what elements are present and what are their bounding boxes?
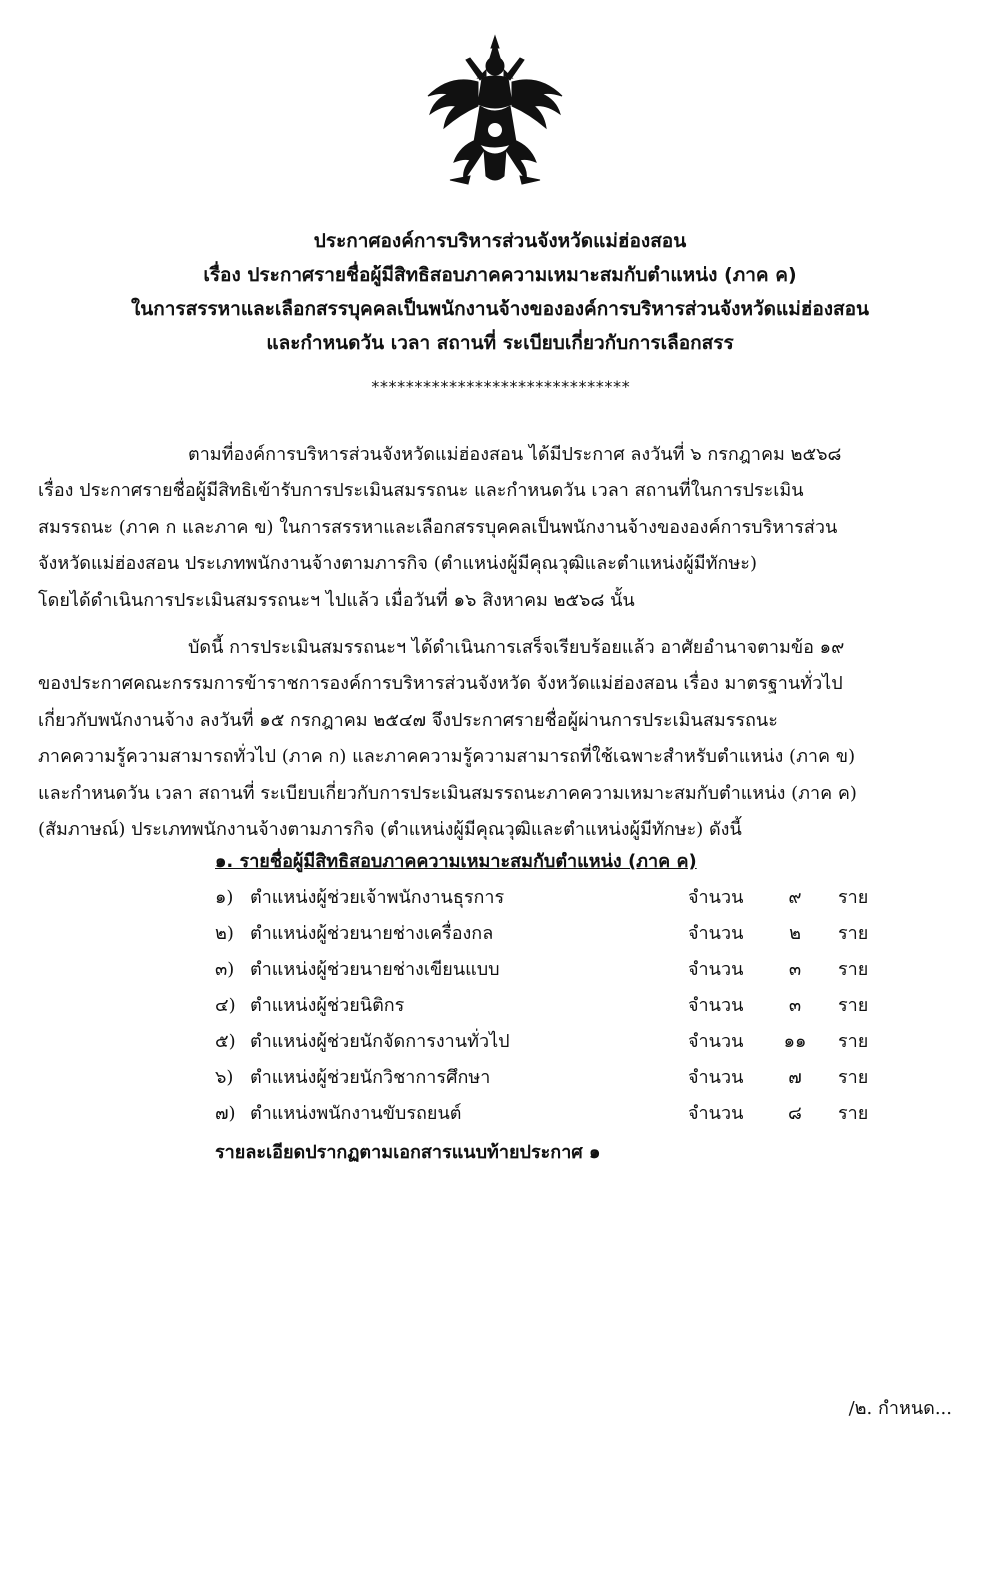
announcement-subject-cont-1: ในการสรรหาและเลือกสรรบุคคลเป็นพนักงานจ้างขององค์การบริหารส่วนจังหวัดแม่ฮ่องสอน bbox=[130, 298, 870, 320]
position-number: ๗) bbox=[215, 1103, 236, 1124]
announcement-subject: เรื่อง ประกาศรายชื่อผู้มีสิทธิสอบภาคความเหมาะสมกับตำแหน่ง (ภาค ค) bbox=[203, 264, 797, 286]
count-label: จำนวน bbox=[688, 959, 744, 980]
list-item bbox=[0, 880, 1000, 916]
count-label: จำนวน bbox=[688, 887, 744, 908]
list-item bbox=[0, 1096, 1000, 1132]
paragraph-2 bbox=[38, 630, 958, 848]
page-continuation: /๒. กำหนด... bbox=[848, 1398, 952, 1419]
position-number: ๖) bbox=[215, 1067, 234, 1088]
position-count: ๓ bbox=[788, 995, 802, 1016]
paragraph-2-line: และกำหนดวัน เวลา สถานที่ ระเบียบเกี่ยวกับการประเมินสมรรถนะภาคความเหมาะสมกับตำแหน่ง (ภาค ค) bbox=[38, 782, 857, 804]
count-label: จำนวน bbox=[688, 1103, 744, 1124]
position-number: ๔) bbox=[215, 995, 236, 1016]
count-unit: ราย bbox=[838, 1103, 869, 1124]
list-item bbox=[0, 916, 1000, 952]
announcement-subject-cont-2: และกำหนดวัน เวลา สถานที่ ระเบียบเกี่ยวกับการเลือกสรร bbox=[266, 332, 734, 354]
paragraph-2-line: ของประกาศคณะกรรมการข้าราชการองค์การบริหารส่วนจังหวัด จังหวัดแม่ฮ่องสอน เรื่อง มาตรฐานทั่วไป bbox=[38, 673, 843, 695]
count-unit: ราย bbox=[838, 923, 869, 944]
count-label: จำนวน bbox=[688, 995, 744, 1016]
position-name: ตำแหน่งพนักงานขับรถยนต์ bbox=[250, 1103, 462, 1124]
announcement-header bbox=[40, 224, 960, 360]
position-name: ตำแหน่งผู้ช่วยนายช่างเครื่องกล bbox=[250, 923, 494, 944]
paragraph-1-line: เรื่อง ประกาศรายชื่อผู้มีสิทธิเข้ารับการประเมินสมรรถนะ และกำหนดวัน เวลา สถานที่ในการประเมิน bbox=[38, 480, 804, 502]
position-count: ๙ bbox=[788, 887, 802, 908]
position-count: ๑๑ bbox=[783, 1031, 807, 1052]
garuda-emblem-icon bbox=[420, 34, 570, 194]
list-item bbox=[0, 1060, 1000, 1096]
position-number: ๓) bbox=[215, 959, 235, 980]
paragraph-2-line: บัดนี้ การประเมินสมรรถนะฯ ได้ดำเนินการเสร็จเรียบร้อยแล้ว อาศัยอำนาจตามข้อ ๑๙ bbox=[188, 637, 845, 658]
position-number: ๑) bbox=[215, 887, 234, 908]
count-unit: ราย bbox=[838, 1031, 869, 1052]
count-unit: ราย bbox=[838, 959, 869, 980]
paragraph-2-line: เกี่ยวกับพนักงานจ้าง ลงวันที่ ๑๕ กรกฎาคม ๒๕๔๗ จึงประกาศรายชื่อผู้ผ่านการประเมินสมรรถนะ bbox=[38, 709, 778, 731]
count-label: จำนวน bbox=[688, 1031, 744, 1052]
position-number: ๒) bbox=[215, 923, 234, 944]
positions-list bbox=[0, 880, 1000, 1132]
position-name: ตำแหน่งผู้ช่วยนายช่างเขียนแบบ bbox=[250, 959, 500, 980]
position-count: ๘ bbox=[788, 1103, 802, 1124]
position-count: ๗ bbox=[788, 1067, 802, 1088]
count-label: จำนวน bbox=[688, 923, 744, 944]
position-number: ๕) bbox=[215, 1031, 236, 1052]
list-item bbox=[0, 1024, 1000, 1060]
header-divider: ****************************** bbox=[370, 377, 630, 396]
paragraph-1-line: สมรรถนะ (ภาค ก และภาค ข) ในการสรรหาและเลือกสรรบุคคลเป็นพนักงานจ้างขององค์การบริหารส่วน bbox=[38, 516, 838, 538]
paragraph-1-line: จังหวัดแม่ฮ่องสอน ประเภทพนักงานจ้างตามภารกิจ (ตำแหน่งผู้มีคุณวุฒิและตำแหน่งผู้มีทักษะ) bbox=[38, 553, 757, 575]
paragraph-1 bbox=[38, 437, 958, 619]
position-count: ๒ bbox=[789, 923, 801, 944]
list-item bbox=[0, 988, 1000, 1024]
list-item bbox=[0, 952, 1000, 988]
position-count: ๓ bbox=[788, 959, 802, 980]
paragraph-1-line: ตามที่องค์การบริหารส่วนจังหวัดแม่ฮ่องสอน ได้มีประกาศ ลงวันที่ ๖ กรกฎาคม ๒๕๖๘ bbox=[188, 444, 842, 465]
paragraph-2-line: (สัมภาษณ์) ประเภทพนักงานจ้างตามภารกิจ (ตำแหน่งผู้มีคุณวุฒิและตำแหน่งผู้มีทักษะ) ดังนี้ bbox=[38, 819, 742, 841]
section-1-title: ๑. รายชื่อผู้มีสิทธิสอบภาคความเหมาะสมกับตำแหน่ง (ภาค ค) bbox=[215, 851, 697, 872]
count-unit: ราย bbox=[838, 995, 869, 1016]
count-unit: ราย bbox=[838, 887, 869, 908]
paragraph-2-line: ภาคความรู้ความสามารถทั่วไป (ภาค ก) และภาคความรู้ความสามารถที่ใช้เฉพาะสำหรับตำแหน่ง (ภาค ข) bbox=[38, 746, 856, 768]
paragraph-1-line: โดยได้ดำเนินการประเมินสมรรถนะฯ ไปแล้ว เมื่อวันที่ ๑๖ สิงหาคม ๒๕๖๘ นั้น bbox=[38, 589, 635, 611]
position-name: ตำแหน่งผู้ช่วยนักวิชาการศึกษา bbox=[250, 1067, 491, 1088]
attachment-note: รายละเอียดปรากฏตามเอกสารแนบท้ายประกาศ ๑ bbox=[215, 1142, 601, 1163]
position-name: ตำแหน่งผู้ช่วยนิติกร bbox=[250, 995, 405, 1016]
announcement-title: ประกาศองค์การบริหารส่วนจังหวัดแม่ฮ่องสอน bbox=[313, 230, 687, 252]
count-label: จำนวน bbox=[688, 1067, 744, 1088]
position-name: ตำแหน่งผู้ช่วยนักจัดการงานทั่วไป bbox=[250, 1031, 510, 1052]
count-unit: ราย bbox=[838, 1067, 869, 1088]
position-name: ตำแหน่งผู้ช่วยเจ้าพนักงานธุรการ bbox=[250, 887, 505, 908]
